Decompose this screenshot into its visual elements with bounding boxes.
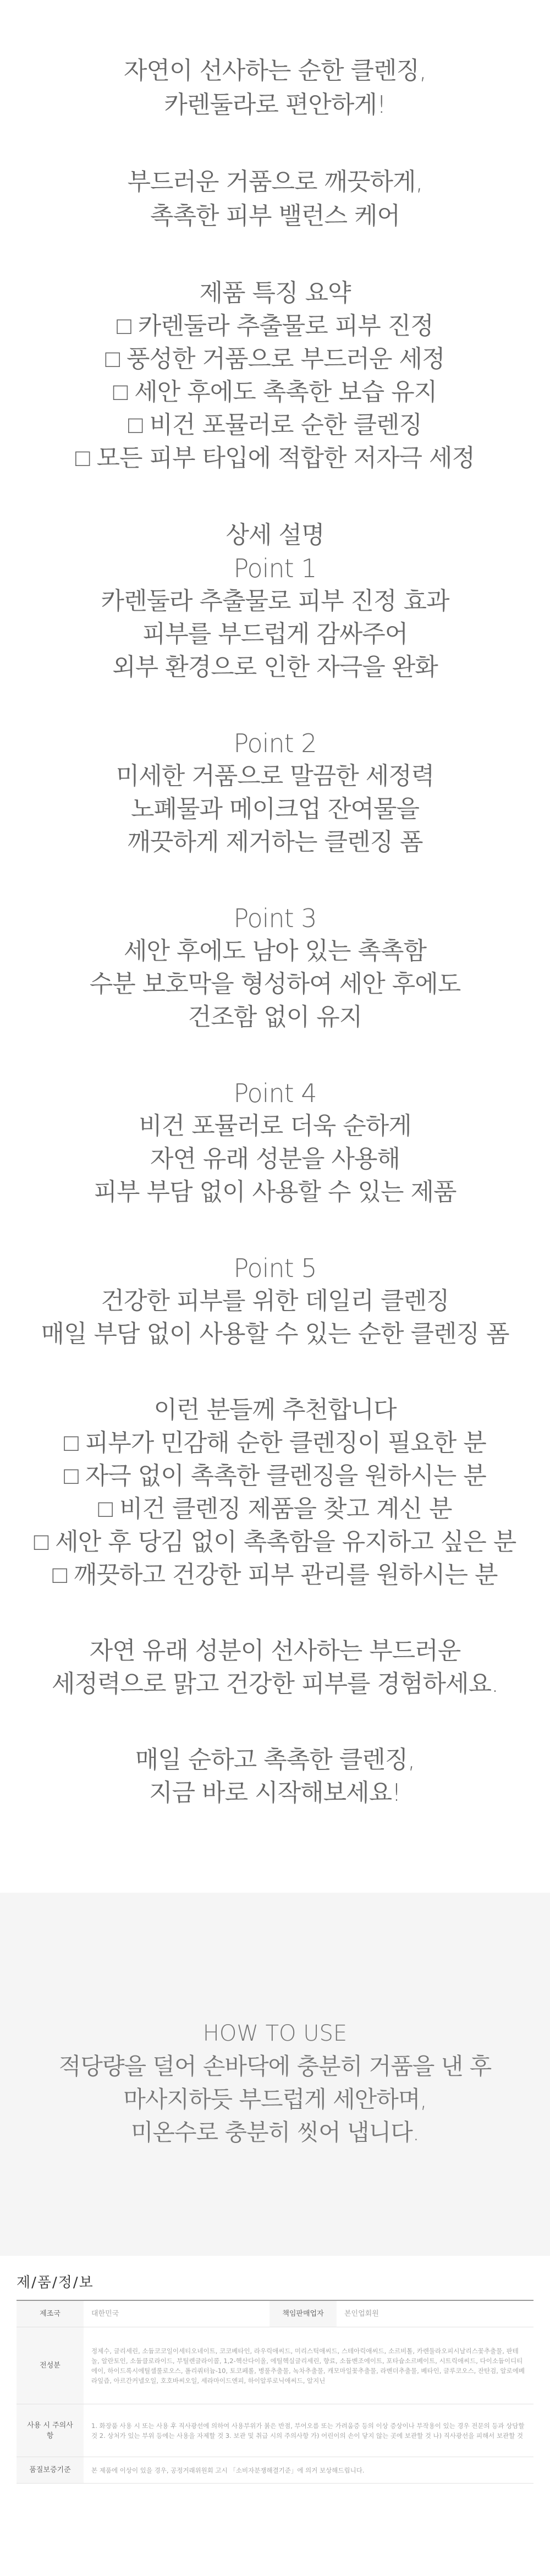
intro-line: 촉촉한 피부 밸런스 케어 xyxy=(150,202,400,230)
quality-label: 품질보증기준 xyxy=(16,2457,84,2484)
ingredients-label: 전성분 xyxy=(16,2327,84,2404)
closing-line: 자연 유래 성분이 선사하는 부드러운 xyxy=(89,1637,461,1665)
product-info-title: 제/품/정/보 xyxy=(16,2274,94,2291)
point-text: 자연 유래 성분을 사용해 xyxy=(150,1145,400,1173)
seller-value: 본인업회원 xyxy=(337,2300,534,2327)
feature-item: □ 세안 후에도 촉촉한 보습 유지 xyxy=(113,378,437,406)
seller-label: 책임판매업자 xyxy=(270,2300,337,2327)
feature-item: □ 모든 피부 타입에 적합한 저자극 세정 xyxy=(75,444,475,472)
closing-line: 지금 바로 시작해보세요! xyxy=(149,1779,401,1807)
point-text: 비건 포뮬러로 더욱 순하게 xyxy=(139,1112,411,1140)
detail-heading: 상세 설명 xyxy=(226,521,324,549)
caution-value: 1. 화장품 사용 시 또는 사용 후 직사광선에 의하여 사용부위가 붉은 반점, 부어오름 또는 가려움증 등의 이상 증상이나 부작용이 있는 경우 전문의 등과 상담할 것 2. 상처가 있는 부위 등에는 사용을 자제할 것 3. 보관 및 취급 시의 주의사항 가) 어린이의 손이 닿지 않는 곳에 보관할 것 나) 직사광선을 피해서 보관할 것 xyxy=(84,2404,534,2457)
point-title: Point 3 xyxy=(233,903,317,933)
point-text: 외부 환경으로 인한 자극을 완화 xyxy=(112,653,438,681)
closing-line: 세정력으로 맑고 건강한 피부를 경험하세요. xyxy=(51,1670,498,1698)
table-row xyxy=(16,2300,534,2327)
recommend-heading: 이런 분들께 추천합니다 xyxy=(153,1396,397,1424)
how-to-use-section xyxy=(0,1893,550,2256)
recommend-item: □ 피부가 민감해 순한 클렌징이 필요한 분 xyxy=(64,1429,486,1457)
point-text: 미세한 거품으로 말끔한 세정력 xyxy=(116,762,435,790)
point-text: 노폐물과 메이크업 잔여물을 xyxy=(130,795,420,823)
point-text: 매일 부담 없이 사용할 수 있는 순한 클렌징 폼 xyxy=(41,1320,509,1348)
point-text: 수분 보호막을 형성하여 세안 후에도 xyxy=(89,970,461,998)
point-text: 건조함 없이 유지 xyxy=(188,1003,362,1031)
table-row xyxy=(16,2457,534,2484)
intro-line: 자연이 선사하는 순한 클렌징, xyxy=(124,57,426,85)
point-title: Point 1 xyxy=(233,553,317,583)
origin-value: 대한민국 xyxy=(84,2300,270,2327)
point-text: 깨끗하게 제거하는 클렌징 폼 xyxy=(127,828,423,856)
recommend-item: □ 비건 클렌징 제품을 찾고 계신 분 xyxy=(98,1495,452,1523)
features-heading: 제품 특징 요약 xyxy=(199,279,351,307)
feature-item: □ 카렌둘라 추출물로 피부 진정 xyxy=(117,312,433,340)
point-text: 세안 후에도 남아 있는 촉촉함 xyxy=(124,937,426,965)
product-info-table xyxy=(16,2300,534,2484)
recommend-item: □ 깨끗하고 건강한 피부 관리를 원하시는 분 xyxy=(52,1561,498,1589)
recommend-item: □ 자극 없이 촉촉한 클렌징을 원하시는 분 xyxy=(64,1462,486,1490)
point-title: Point 5 xyxy=(233,1253,317,1283)
closing-line: 매일 순하고 촉촉한 클렌징, xyxy=(135,1746,415,1774)
intro-line: 부드러운 거품으로 깨끗하게, xyxy=(127,168,423,196)
point-text: 피부 부담 없이 사용할 수 있는 제품 xyxy=(94,1178,457,1206)
how-to-use-title: HOW TO USE xyxy=(202,2021,348,2046)
ingredients-value: 정제수, 글리세린, 소듐코코일이세티오네이트, 코코베타인, 라우릭애씨드, 미리스틱애씨드, 스테아릭애씨드, 소르비톨, 카렌둘라오피시날리스꽃추출물, 판테놀, 알란토인, 소듐클로라이드, 부틸렌글라이콜, 1,2-헥산다이올, 에틸헥실글리세린, 향료, 소듐벤조에이트, 포타슘소르베이트, 시트릭애씨드, 다이소듐이디티에이, 하이드록시에틸셀룰로오스, 폴리쿼터늄-10, 토코페롤, 병풀추출물, 녹차추출물, 캐모마일꽃추출물, 라벤더추출물, 베타인, 글루코오스, 잔탄검, 알로에베라잎즙, 아르간커넬오일, 호호바씨오일, 세라마이드엔피, 하이알루로닉애씨드, 알지닌 xyxy=(84,2327,534,2404)
recommend-item: □ 세안 후 당김 없이 촉촉함을 유지하고 싶은 분 xyxy=(34,1528,516,1556)
caution-label: 사용 시 주의사항 xyxy=(16,2404,84,2457)
point-title: Point 4 xyxy=(233,1078,317,1108)
feature-item: □ 비건 포뮬러로 순한 클렌징 xyxy=(128,411,422,439)
table-row xyxy=(16,2404,534,2457)
how-to-use-line: 적당량을 덜어 손바닥에 충분히 거품을 낸 후 xyxy=(58,2053,492,2080)
origin-label: 제조국 xyxy=(16,2300,84,2327)
point-text: 카렌둘라 추출물로 피부 진정 효과 xyxy=(101,587,449,615)
point-text: 건강한 피부를 위한 데일리 클렌징 xyxy=(101,1287,449,1315)
feature-item: □ 풍성한 거품으로 부드러운 세정 xyxy=(105,345,445,373)
point-text: 피부를 부드럽게 감싸주어 xyxy=(142,620,408,648)
how-to-use-line: 마사지하듯 부드럽게 세안하며, xyxy=(123,2086,427,2113)
quality-value: 본 제품에 이상이 있을 경우, 공정거래위원회 고시 「소비자분쟁해결기준」에 의거 보상해드립니다. xyxy=(84,2457,534,2484)
intro-line: 카렌둘라로 편안하게! xyxy=(164,91,386,119)
point-title: Point 2 xyxy=(233,728,317,758)
table-row xyxy=(16,2327,534,2404)
how-to-use-line: 미온수로 충분히 씻어 냅니다. xyxy=(130,2119,420,2146)
product-info-section xyxy=(0,2256,550,2576)
